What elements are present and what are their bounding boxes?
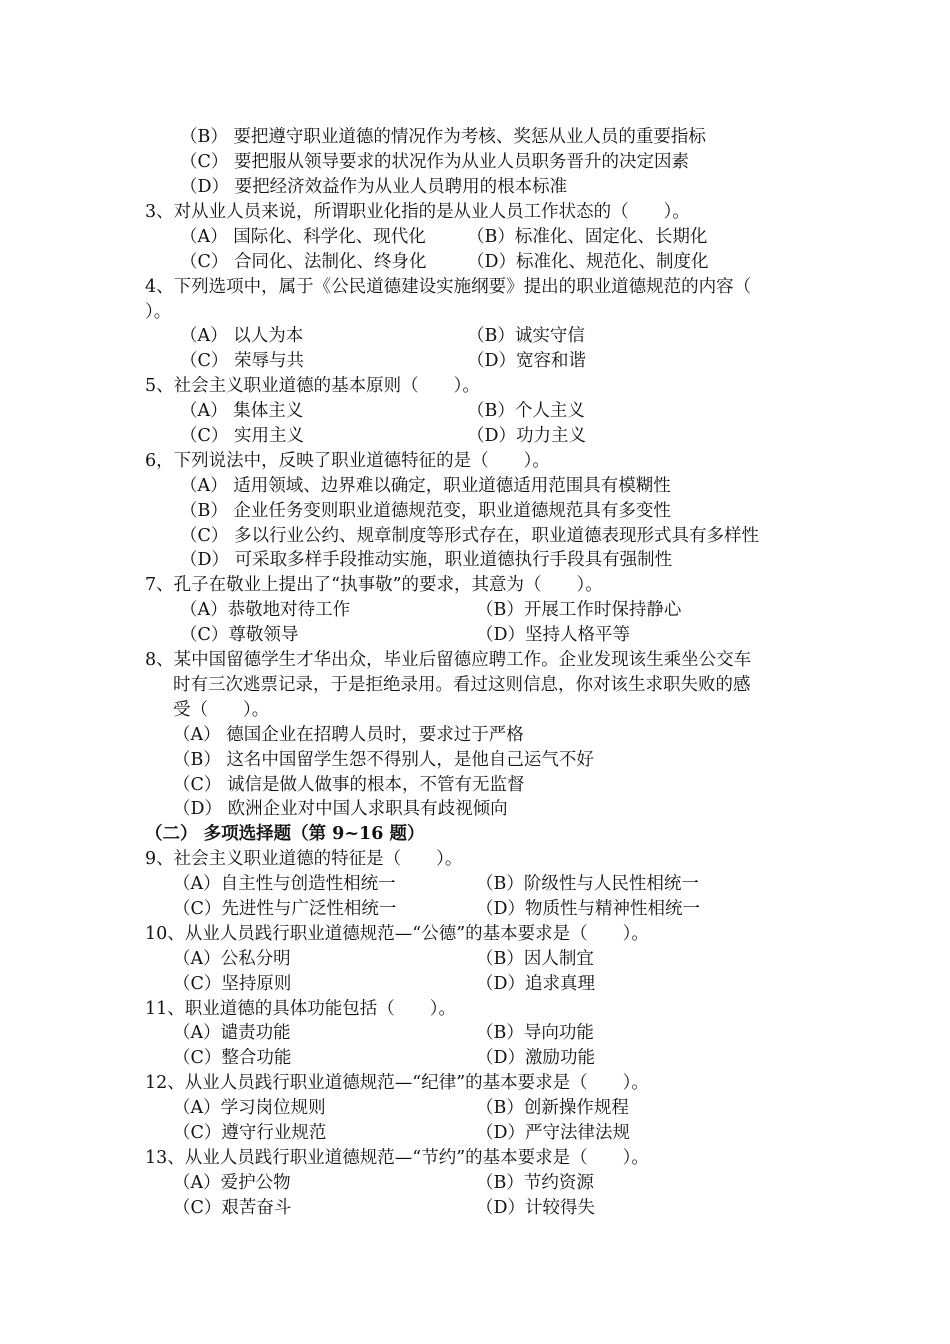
- option-line: （C） 要把服从领导要求的状况作为从业人员职务晋升的决定因素: [180, 152, 689, 172]
- option-line: （A） 集体主义: [180, 401, 304, 421]
- question-line: ）。: [145, 302, 172, 322]
- option-line: （D）严守法律法规: [476, 1123, 631, 1143]
- option-line: （B）开展工作时保持静心: [476, 600, 682, 620]
- question-line: 6，下列说法中，反映了职业道德特征的是（ ）。: [145, 451, 550, 471]
- option-line: （A） 以人为本: [180, 326, 304, 346]
- option-line: （C） 多以行业公约、规章制度等形式存在，职业道德表现形式具有多样性: [180, 526, 759, 546]
- question-line: 7、孔子在敬业上提出了“执事敬”的要求，其意为（ ）。: [145, 575, 603, 595]
- option-line: （B） 要把遵守职业道德的情况作为考核、奖惩从业人员的重要指标: [180, 127, 706, 147]
- option-line: （B） 这名中国留学生怨不得别人，是他自己运气不好: [173, 750, 594, 770]
- option-line: （D）计较得失: [476, 1198, 596, 1218]
- option-line: （C）先进性与广泛性相统一: [173, 899, 397, 919]
- option-line: （B）诚实守信: [467, 326, 585, 346]
- option-line: （B）节约资源: [476, 1173, 594, 1193]
- question-line: 11、职业道德的具体功能包括（ ）。: [145, 999, 457, 1019]
- question-line: 9、社会主义职业道德的特征是（ ）。: [145, 849, 463, 869]
- option-line: （B）创新操作规程: [476, 1098, 629, 1118]
- option-line: （D） 欧洲企业对中国人求职具有歧视倾向: [173, 799, 508, 819]
- option-line: （A）自主性与创造性相统一: [173, 874, 396, 894]
- option-line: （A） 适用领域、边界难以确定，职业道德适用范围具有模糊性: [180, 476, 671, 496]
- option-line: （C） 合同化、法制化、终身化: [180, 252, 427, 272]
- option-line: （C）坚持原则: [173, 974, 292, 994]
- question-line: 时有三次逃票记录，于是拒绝录用。看过这则信息，你对该生求职失败的感: [173, 675, 751, 695]
- option-line: （C）尊敬领导: [180, 625, 299, 645]
- option-line: （C） 荣辱与共: [180, 351, 304, 371]
- option-line: （A）恭敬地对待工作: [180, 600, 351, 620]
- option-line: （D）功力主义: [467, 426, 587, 446]
- option-line: （D） 要把经济效益作为从业人员聘用的根本标准: [180, 177, 568, 197]
- option-line: （B）因人制宜: [476, 949, 594, 969]
- question-line: 13、从业人员践行职业道德规范—“节约”的基本要求是（ ）。: [145, 1148, 649, 1168]
- option-line: （A）公私分明: [173, 949, 291, 969]
- option-line: （B）标准化、固定化、长期化: [467, 227, 708, 247]
- option-line: （C） 实用主义: [180, 426, 304, 446]
- question-line: 8、某中国留德学生才华出众，毕业后留德应聘工作。企业发现该生乘坐公交车: [145, 650, 752, 670]
- option-line: （B）个人主义: [467, 401, 585, 421]
- option-line: （A）学习岗位规则: [173, 1098, 326, 1118]
- option-line: （A）爱护公物: [173, 1173, 291, 1193]
- option-line: （D） 可采取多样手段推动实施，职业道德执行手段具有强制性: [180, 550, 673, 570]
- question-line: 10、从业人员践行职业道德规范—“公德”的基本要求是（ ）。: [145, 924, 649, 944]
- option-line: （D）宽容和谐: [467, 351, 587, 371]
- option-line: （C）遵守行业规范: [173, 1123, 327, 1143]
- question-line: 12、从业人员践行职业道德规范—“纪律”的基本要求是（ ）。: [145, 1073, 649, 1093]
- option-line: （D）坚持人格平等: [476, 625, 631, 645]
- option-line: （C）整合功能: [173, 1048, 292, 1068]
- question-line: 受（ ）。: [173, 700, 270, 720]
- option-line: （B）导向功能: [476, 1023, 594, 1043]
- option-line: （A） 德国企业在招聘人员时，要求过于严格: [173, 725, 524, 745]
- option-line: （B） 企业任务变则职业道德规范变，职业道德规范具有多变性: [180, 501, 671, 521]
- option-line: （D）标准化、规范化、制度化: [467, 252, 709, 272]
- question-line: 4、下列选项中，属于《公民道德建设实施纲要》提出的职业道德规范的内容（: [145, 277, 752, 297]
- option-line: （D）追求真理: [476, 974, 596, 994]
- option-line: （D）激励功能: [476, 1048, 596, 1068]
- option-line: （D）物质性与精神性相统一: [476, 899, 701, 919]
- option-line: （C）艰苦奋斗: [173, 1198, 292, 1218]
- option-line: （C） 诚信是做人做事的根本，不管有无监督: [173, 775, 525, 795]
- question-line: 5、社会主义职业道德的基本原则（ ）。: [145, 376, 480, 396]
- option-line: （A）谴责功能: [173, 1023, 291, 1043]
- option-line: （A） 国际化、科学化、现代化: [180, 227, 426, 247]
- option-line: （B）阶级性与人民性相统一: [476, 874, 699, 894]
- section-heading: （二） 多项选择题（第 9~16 题）: [145, 824, 425, 844]
- question-line: 3、对从业人员来说，所谓职业化指的是从业人员工作状态的（ ）。: [145, 202, 690, 222]
